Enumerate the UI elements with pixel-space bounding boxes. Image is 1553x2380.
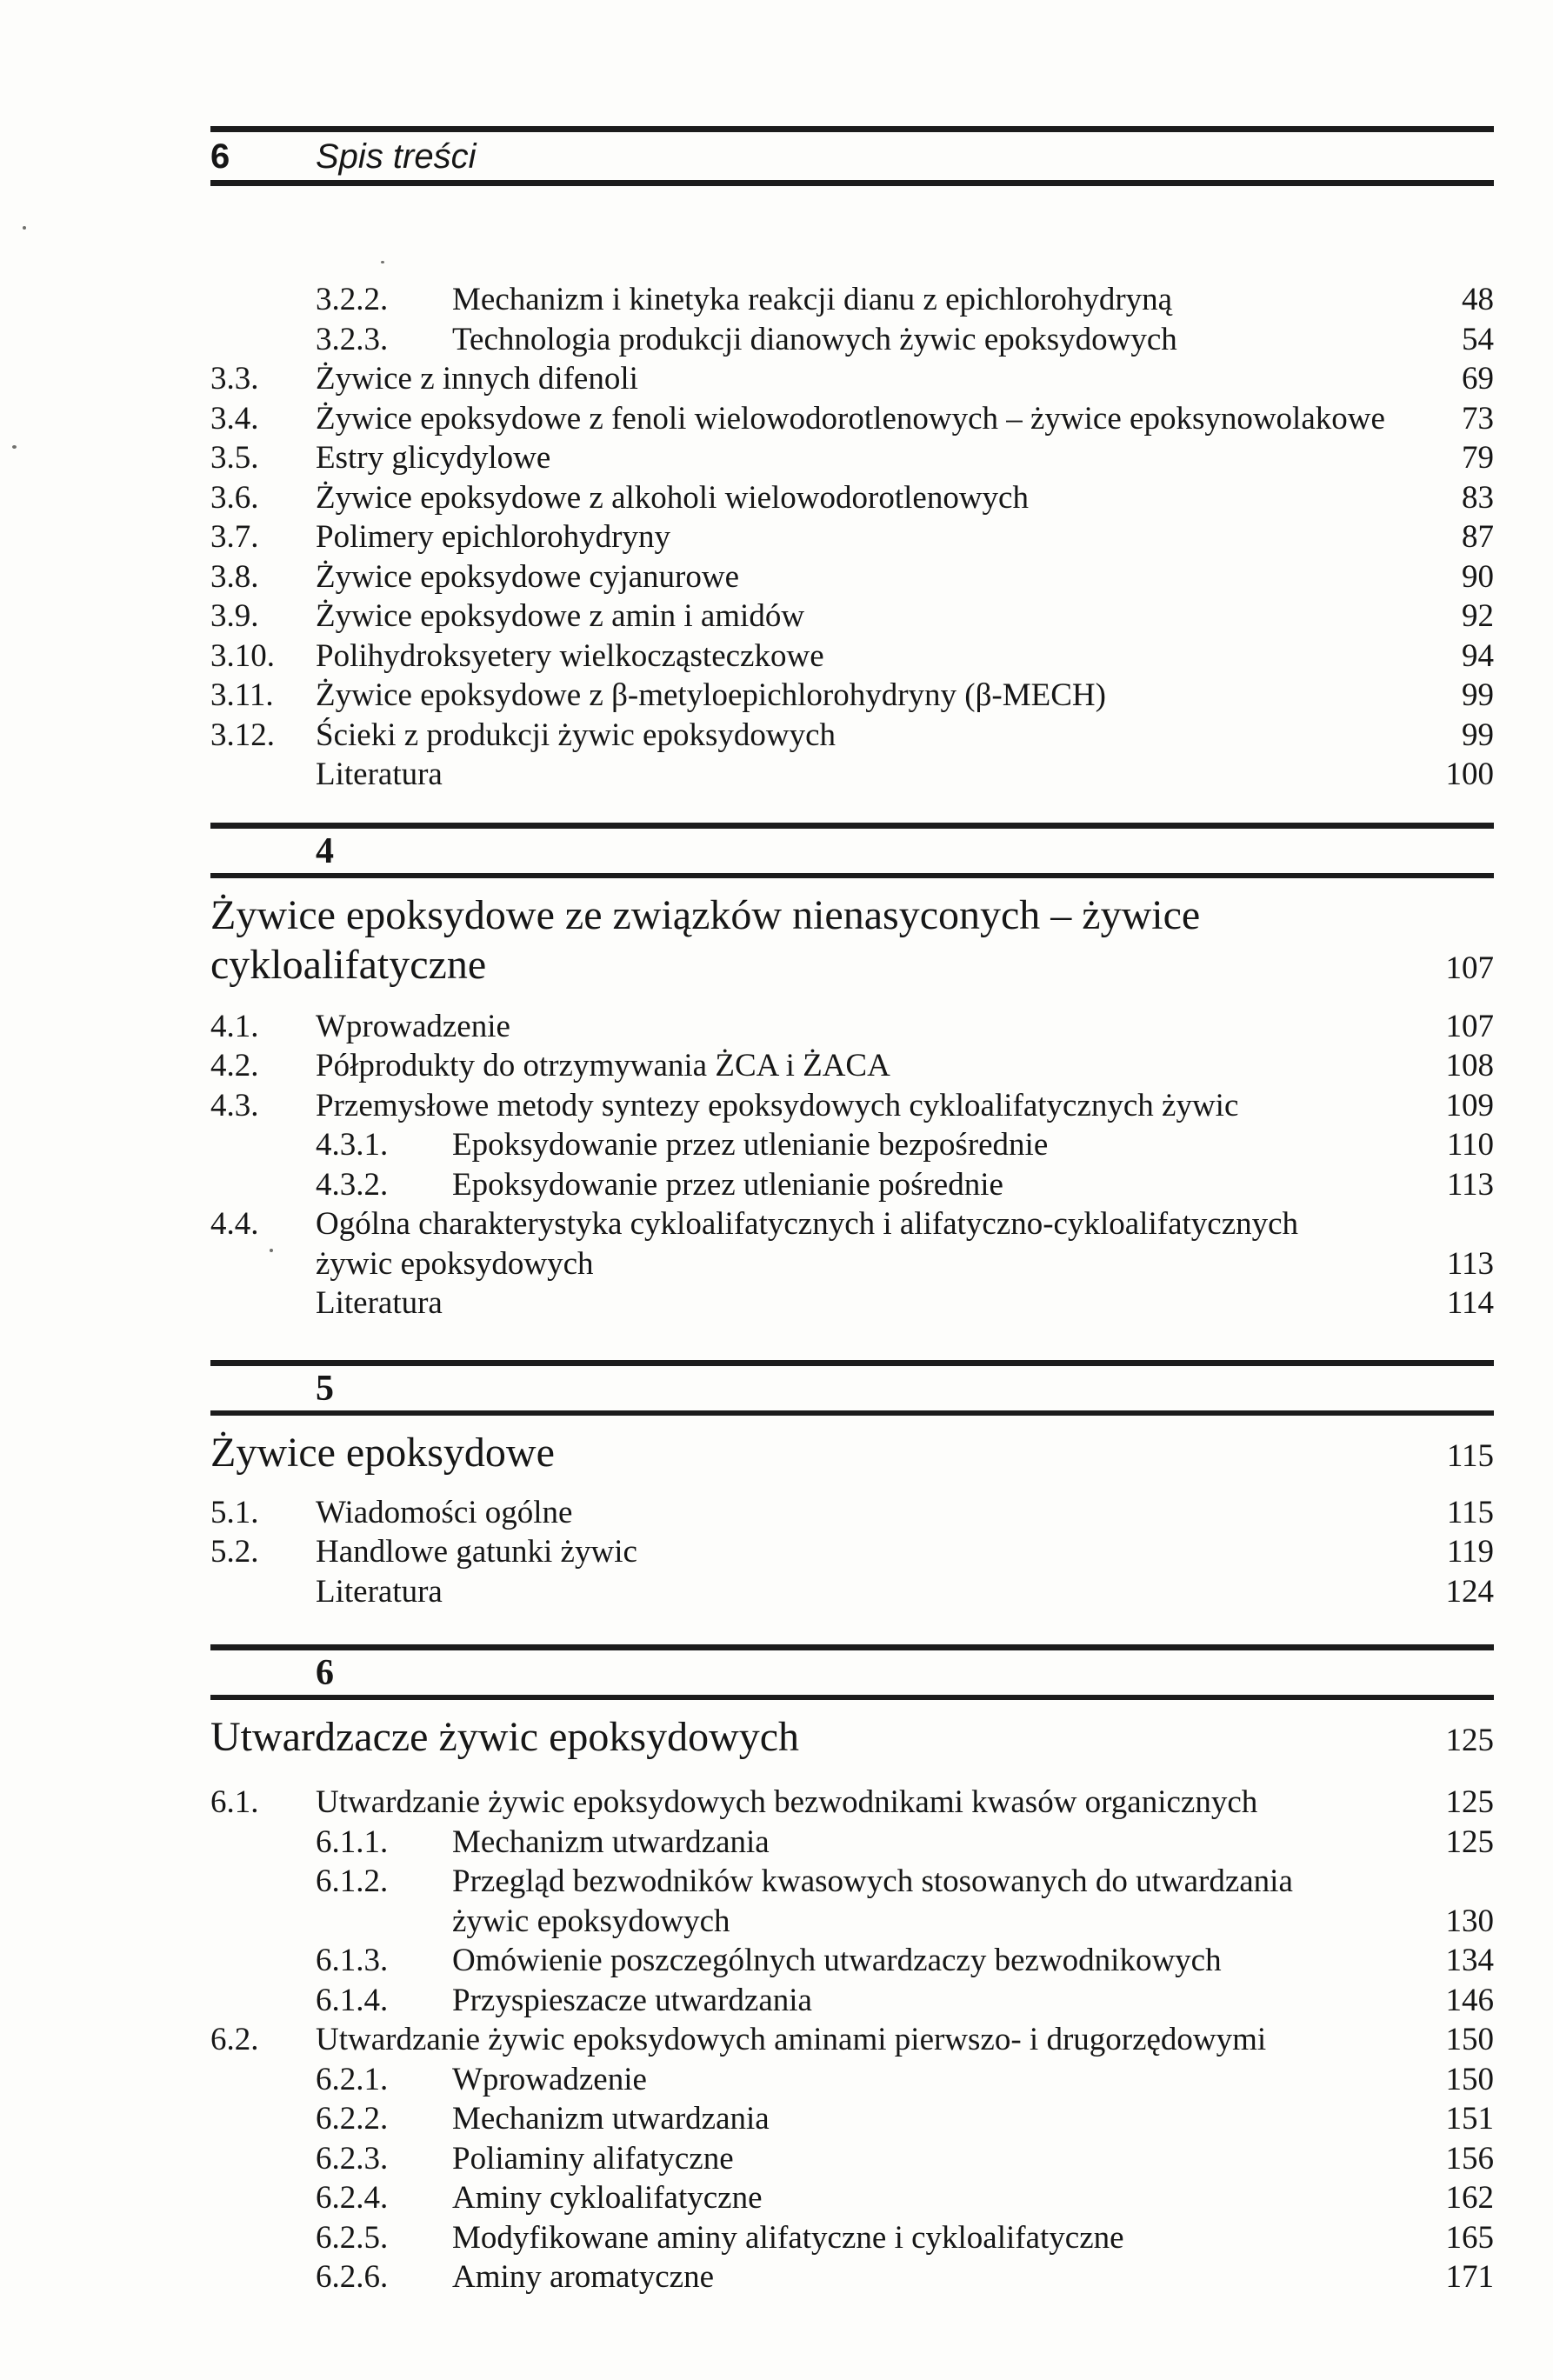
entry-page: 156 — [1445, 2140, 1494, 2177]
toc-entry — [210, 1204, 1494, 1244]
toc-entry-continuation — [210, 1902, 1494, 1942]
entry-number: 4.3.2. — [316, 1166, 389, 1203]
toc-entry — [210, 478, 1494, 518]
page-header-title: Spis treści — [316, 137, 477, 176]
toc-entry — [210, 1862, 1494, 1902]
entry-number: 5.1. — [210, 1494, 259, 1530]
entry-number: 3.8. — [210, 558, 259, 595]
entry-title: Literatura — [316, 1285, 443, 1321]
toc-entry — [210, 1086, 1494, 1126]
toc-entry — [210, 716, 1494, 756]
entry-number: 6.1.2. — [316, 1863, 389, 1899]
page-header — [210, 126, 1494, 186]
entry-title: Mechanizm utwardzania — [452, 2101, 770, 2137]
entry-title: Żywice z innych difenoli — [316, 361, 638, 397]
chapter-divider — [210, 1644, 1494, 1700]
toc-section-chapter4 — [210, 1007, 1494, 1323]
entry-number: 3.10. — [210, 637, 275, 674]
entry-page: 165 — [1445, 2219, 1494, 2256]
entry-title: Omówienie poszczególnych utwardzaczy bezwodnikowych — [452, 1943, 1222, 1978]
entry-number: 4.4. — [210, 1206, 259, 1242]
entry-page: 150 — [1445, 2022, 1494, 2057]
entry-page: 110 — [1446, 1127, 1494, 1163]
entry-page: 48 — [1462, 282, 1494, 317]
toc-entry — [210, 399, 1494, 439]
entry-title: Żywice epoksydowe z β-metyloepichlorohydryny (β-MECH) — [316, 677, 1106, 713]
entry-number: 4.3.1. — [316, 1127, 389, 1163]
toc-entry — [210, 557, 1494, 597]
toc-entry — [210, 2099, 1494, 2139]
chapter-page: 107 — [1445, 950, 1494, 986]
scan-speck — [270, 1249, 273, 1252]
entry-number: 3.11. — [210, 677, 274, 713]
entry-page: 130 — [1445, 1903, 1494, 1939]
entry-page: 119 — [1446, 1534, 1494, 1570]
toc-section-chapter5 — [210, 1493, 1494, 1612]
entry-title: Estry glicydylowe — [316, 440, 551, 476]
entry-title: Mechanizm i kinetyka reakcji dianu z epichlorohydryną — [452, 282, 1173, 317]
entry-page: 146 — [1445, 1982, 1494, 2018]
chapter-divider — [210, 1360, 1494, 1416]
toc-entry — [210, 1981, 1494, 2021]
entry-page: 87 — [1462, 519, 1494, 555]
entry-page: 115 — [1446, 1494, 1494, 1530]
page-number: 6 — [210, 137, 230, 176]
entry-title: Żywice epoksydowe z amin i amidów — [316, 598, 805, 634]
toc-entry — [210, 1572, 1494, 1612]
toc-entry — [210, 1007, 1494, 1047]
chapter-title-line: Żywice epoksydowe ze związków nienasyconych – żywice — [210, 891, 1201, 938]
entry-page: 114 — [1446, 1285, 1494, 1321]
toc-entry — [210, 2178, 1494, 2218]
toc-entry — [210, 1283, 1494, 1323]
entry-number: 6.2.4. — [316, 2180, 389, 2216]
entry-page: 113 — [1446, 1245, 1494, 1282]
entry-page: 79 — [1462, 440, 1494, 476]
entry-number: 6.1.1. — [316, 1823, 389, 1860]
chapter-title — [210, 1712, 1494, 1765]
entry-number: 4.1. — [210, 1008, 259, 1044]
entry-number: 3.3. — [210, 361, 259, 397]
chapter-divider — [210, 823, 1494, 878]
toc-entry — [210, 2139, 1494, 2179]
toc-entry — [210, 1783, 1494, 1823]
entry-number: 3.4. — [210, 400, 259, 437]
chapter-title — [210, 890, 1494, 993]
entry-page: 99 — [1462, 677, 1494, 713]
entry-title: Żywice epoksydowe z alkoholi wielowodorotlenowych — [316, 479, 1029, 516]
toc-entry — [210, 517, 1494, 557]
toc-entry-continuation — [210, 1244, 1494, 1284]
toc-entry — [210, 280, 1494, 320]
toc-entry — [210, 1046, 1494, 1086]
entry-title: Przegląd bezwodników kwasowych stosowanych do utwardzania — [452, 1863, 1293, 1899]
entry-title: Technologia produkcji dianowych żywic epoksydowych — [452, 321, 1177, 357]
entry-number: 3.9. — [210, 598, 259, 634]
entry-page: 99 — [1462, 717, 1494, 753]
entry-number: 3.2.3. — [316, 321, 389, 357]
entry-number: 5.2. — [210, 1534, 259, 1570]
entry-title: Aminy cykloalifatyczne — [452, 2180, 763, 2216]
entry-page: 83 — [1462, 479, 1494, 516]
toc-entry — [210, 597, 1494, 637]
entry-title: Przyspieszacze utwardzania — [452, 1982, 812, 2018]
entry-title: Ogólna charakterystyka cykloalifatycznych i alifatyczno-cykloalifatycznych — [316, 1206, 1299, 1242]
entry-title: Wprowadzenie — [452, 2061, 647, 2097]
entry-page: 54 — [1462, 321, 1494, 357]
entry-page: 125 — [1445, 1823, 1494, 1860]
toc-entry — [210, 2257, 1494, 2297]
chapter-number: 6 — [316, 1653, 334, 1693]
entry-title: Aminy aromatyczne — [452, 2259, 715, 2295]
entry-title: żywic epoksydowych — [316, 1245, 594, 1282]
entry-page: 73 — [1462, 400, 1494, 437]
entry-page: 108 — [1445, 1048, 1494, 1083]
chapter-page: 115 — [1446, 1437, 1494, 1474]
entry-number: 3.5. — [210, 440, 259, 476]
entry-number: 6.1.3. — [316, 1943, 389, 1978]
entry-title: Utwardzanie żywic epoksydowych bezwodnikami kwasów organicznych — [316, 1784, 1258, 1820]
toc-section-chapter3 — [210, 280, 1494, 795]
entry-page: 125 — [1445, 1784, 1494, 1820]
entry-title: Półprodukty do otrzymywania ŻCA i ŻACA — [316, 1048, 890, 1083]
entry-title: Żywice epoksydowe z fenoli wielowodorotlenowych – żywice epoksynowolakowe — [316, 400, 1385, 437]
entry-number: 6.2.6. — [316, 2259, 389, 2295]
entry-title: Literatura — [316, 1573, 443, 1610]
entry-title: Wiadomości ogólne — [316, 1494, 573, 1530]
chapter-number: 4 — [316, 830, 334, 871]
entry-page: 151 — [1445, 2101, 1494, 2137]
entry-title: Mechanizm utwardzania — [452, 1823, 770, 1860]
scan-speck — [381, 261, 384, 263]
entry-number: 3.6. — [210, 479, 259, 516]
toc-entry — [210, 1941, 1494, 1981]
entry-page: 171 — [1445, 2259, 1494, 2295]
toc-entry — [210, 320, 1494, 360]
entry-title: Poliaminy alifatyczne — [452, 2140, 734, 2177]
chapter-title — [210, 1428, 1494, 1481]
entry-number: 4.3. — [210, 1087, 259, 1123]
chapter-title-line: Żywice epoksydowe — [210, 1429, 555, 1476]
entry-page: 150 — [1445, 2061, 1494, 2097]
entry-number: 4.2. — [210, 1048, 259, 1083]
toc-entry — [210, 2218, 1494, 2258]
entry-page: 92 — [1462, 598, 1494, 634]
entry-number: 6.2.2. — [316, 2101, 389, 2137]
entry-number: 6.2.1. — [316, 2061, 389, 2097]
chapter-title-line: Utwardzacze żywic epoksydowych — [210, 1714, 800, 1760]
entry-number: 6.1.4. — [316, 1982, 389, 2018]
entry-number: 6.2.5. — [316, 2219, 389, 2256]
entry-title: Żywice epoksydowe cyjanurowe — [316, 558, 739, 595]
toc-entry — [210, 359, 1494, 399]
entry-title: żywic epoksydowych — [452, 1903, 730, 1939]
entry-number: 6.2.3. — [316, 2140, 389, 2177]
toc-entry — [210, 1125, 1494, 1165]
toc-entry — [210, 1532, 1494, 1572]
entry-page: 94 — [1462, 637, 1494, 674]
entry-title: Przemysłowe metody syntezy epoksydowych cykloalifatycznych żywic — [316, 1087, 1239, 1123]
toc-entry — [210, 1165, 1494, 1205]
toc-entry — [210, 755, 1494, 795]
entry-title: Ścieki z produkcji żywic epoksydowych — [316, 717, 836, 753]
entry-page: 134 — [1445, 1943, 1494, 1978]
entry-page: 124 — [1445, 1573, 1494, 1610]
entry-page: 107 — [1445, 1008, 1494, 1044]
entry-title: Literatura — [316, 757, 443, 792]
toc-entry — [210, 637, 1494, 677]
entry-title: Modyfikowane aminy alifatyczne i cykloalifatyczne — [452, 2219, 1124, 2256]
scan-speck — [23, 226, 26, 230]
entry-number: 3.12. — [210, 717, 275, 753]
toc-entry — [210, 1493, 1494, 1533]
entry-page: 100 — [1445, 757, 1494, 792]
entry-title: Wprowadzenie — [316, 1008, 510, 1044]
scan-speck — [12, 445, 17, 449]
entry-number: 3.2.2. — [316, 282, 389, 317]
entry-title: Utwardzanie żywic epoksydowych aminami pierwszo- i drugorzędowymi — [316, 2022, 1267, 2057]
toc-entry — [210, 1823, 1494, 1863]
toc-entry — [210, 2060, 1494, 2100]
chapter-page: 125 — [1445, 1723, 1494, 1758]
entry-title: Polihydroksyetery wielkocząsteczkowe — [316, 637, 824, 674]
entry-number: 6.1. — [210, 1784, 259, 1820]
entry-page: 69 — [1462, 361, 1494, 397]
entry-page: 162 — [1445, 2180, 1494, 2216]
entry-number: 3.7. — [210, 519, 259, 555]
entry-title: Epoksydowanie przez utlenianie bezpośrednie — [452, 1127, 1049, 1163]
entry-title: Handlowe gatunki żywic — [316, 1534, 637, 1570]
toc-entry — [210, 2020, 1494, 2060]
toc-entry — [210, 438, 1494, 478]
entry-page: 109 — [1445, 1087, 1494, 1123]
toc-section-chapter6 — [210, 1783, 1494, 2297]
entry-title: Epoksydowanie przez utlenianie pośrednie — [452, 1166, 1003, 1203]
chapter-number: 5 — [316, 1368, 334, 1409]
entry-page: 90 — [1462, 558, 1494, 595]
entry-page: 113 — [1446, 1166, 1494, 1203]
entry-title: Polimery epichlorohydryny — [316, 519, 670, 555]
entry-number: 6.2. — [210, 2022, 259, 2057]
toc-entry — [210, 676, 1494, 716]
chapter-title-line: cykloalifatyczne — [210, 941, 487, 988]
